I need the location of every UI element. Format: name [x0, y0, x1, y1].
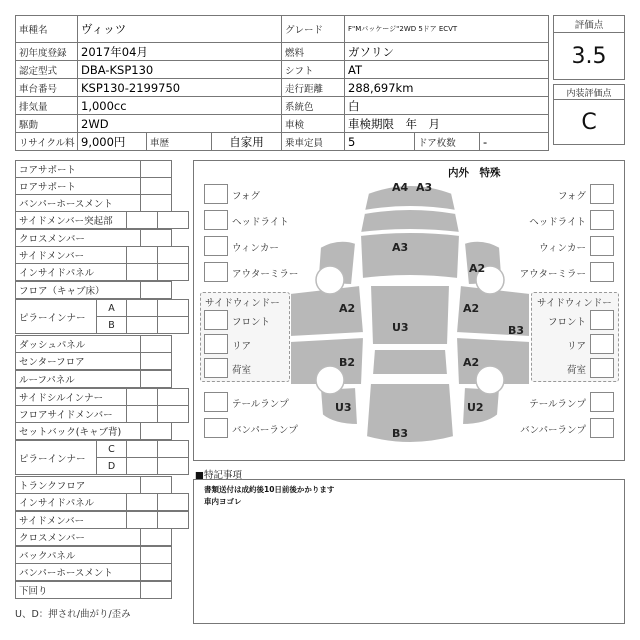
- notes-line: 車内ヨゴレ: [204, 497, 242, 506]
- displacement-value: 1,000cc: [77, 96, 282, 115]
- check-box: [126, 211, 158, 229]
- fog-right-check[interactable]: [590, 184, 614, 204]
- rear-right-label: リア: [566, 341, 586, 352]
- check-box: [140, 546, 172, 564]
- legend-note: U、D：押され/曲がり/歪み: [15, 609, 131, 620]
- check-box: [140, 177, 172, 195]
- shift-label: シフト: [281, 60, 345, 79]
- mirror-right-check[interactable]: [590, 262, 614, 282]
- tail-lamp-right-check[interactable]: [590, 392, 614, 412]
- check-box: [157, 299, 189, 317]
- check-box: [140, 160, 172, 178]
- inspection-label: 車検: [281, 114, 345, 133]
- zone-label: B3: [392, 427, 409, 440]
- check-box: [157, 405, 189, 423]
- zone-label: A2: [463, 302, 480, 315]
- check-box: [157, 457, 189, 475]
- capacity-value: 5: [344, 132, 415, 151]
- bumper-lamp-right-check[interactable]: [590, 418, 614, 438]
- check-box: [157, 246, 189, 264]
- model-value: ヴィッツ: [77, 15, 282, 43]
- check-box: [126, 263, 158, 281]
- mirror-left-check[interactable]: [204, 262, 228, 282]
- inspection-value: 車検期限 年 月: [344, 114, 549, 133]
- part-row: センターフロア: [15, 352, 141, 370]
- part-row: ダッシュパネル: [15, 335, 141, 353]
- first-reg-value: 2017年04月: [77, 42, 282, 61]
- part-row: コアサポート: [15, 160, 141, 178]
- check-box: [157, 316, 189, 334]
- part-row: サイドメンバー突起部: [15, 211, 127, 229]
- part-row: クロスメンバー: [15, 528, 141, 546]
- displacement-label: 排気量: [15, 96, 78, 115]
- check-box: [126, 246, 158, 264]
- check-box: [140, 476, 172, 494]
- check-box: [126, 457, 158, 475]
- check-box: [140, 422, 172, 440]
- check-box: [140, 528, 172, 546]
- zone-label: A3: [416, 181, 433, 194]
- interior-score-value: C: [553, 99, 625, 145]
- rear-left-label: リア: [232, 341, 252, 352]
- winker-right-label: ウィンカー: [539, 243, 586, 254]
- first-reg-label: 初年度登録: [15, 42, 78, 61]
- drive-label: 駆動: [15, 114, 78, 133]
- check-box: [140, 370, 172, 388]
- score-label: 評価点: [553, 15, 625, 33]
- part-row: クロスメンバー: [15, 229, 141, 247]
- check-box: [140, 563, 172, 581]
- front-left-check[interactable]: [204, 310, 228, 330]
- grade-label: グレード: [281, 15, 345, 43]
- zone-label: B3: [508, 324, 525, 337]
- notes-line: 書類送付は成約後10日前後かかります: [204, 485, 335, 494]
- check-box: [126, 299, 158, 317]
- check-box: [126, 316, 158, 334]
- winker-left-label: ウィンカー: [232, 243, 279, 254]
- headlight-left-label: ヘッドライト: [232, 217, 289, 228]
- front-right-check[interactable]: [590, 310, 614, 330]
- part-row: インサイドパネル: [15, 493, 127, 511]
- model-label: 車種名: [15, 15, 78, 43]
- mileage-value: 288,697km: [344, 78, 549, 97]
- bumper-lamp-right-label: バンパーランプ: [520, 425, 586, 436]
- check-box: [157, 493, 189, 511]
- part-row: セットバック(キャブ背): [15, 422, 141, 440]
- notes-header: ■特記事項: [195, 470, 242, 481]
- part-row: インサイドパネル: [15, 263, 127, 281]
- check-box: [126, 493, 158, 511]
- recycle-label: リサイクル料: [15, 132, 78, 151]
- part-row: ルーフパネル: [15, 370, 141, 388]
- diagram-header: 内外 特殊: [448, 167, 501, 179]
- history-label: 車歴: [146, 132, 212, 151]
- side-window-left-label: サイドウィンドー: [205, 298, 280, 309]
- cargo-left-check[interactable]: [204, 358, 228, 378]
- type-value: DBA-KSP130: [77, 60, 282, 79]
- part-row: ピラーインナー: [15, 440, 97, 475]
- zone-label: A2: [469, 262, 486, 275]
- tail-lamp-right-label: テールランプ: [529, 399, 586, 410]
- check-box: [126, 440, 158, 458]
- color-value: 白: [344, 96, 549, 115]
- part-row: バックパネル: [15, 546, 141, 564]
- grade-value: F"Mパッケージ"2WD 5ドア ECVT: [344, 15, 549, 43]
- winker-right-check[interactable]: [590, 236, 614, 256]
- winker-left-check[interactable]: [204, 236, 228, 256]
- part-row: ロアサポート: [15, 177, 141, 195]
- check-box: [157, 440, 189, 458]
- cargo-right-label: 荷室: [566, 365, 586, 376]
- check-box: [126, 405, 158, 423]
- drive-value: 2WD: [77, 114, 282, 133]
- zone-label: A3: [392, 241, 409, 254]
- part-row: ピラーインナー: [15, 299, 97, 334]
- check-box: [157, 511, 189, 529]
- check-box: [140, 281, 172, 299]
- rear-left-check[interactable]: [204, 334, 228, 354]
- fog-right-label: フォグ: [557, 191, 586, 202]
- zone-label: U2: [467, 401, 484, 414]
- mileage-label: 走行距離: [281, 78, 345, 97]
- check-box: [126, 511, 158, 529]
- fog-left-check[interactable]: [204, 184, 228, 204]
- doors-label: ドア枚数: [414, 132, 480, 151]
- check-box: [140, 194, 172, 212]
- type-label: 認定型式: [15, 60, 78, 79]
- part-sub-b: B: [96, 316, 127, 334]
- car-outline: [290, 175, 530, 460]
- fuel-value: ガソリン: [344, 42, 549, 61]
- chassis-value: KSP130-2199750: [77, 78, 282, 97]
- part-row: フロア（キャブ床）: [15, 281, 141, 299]
- recycle-value: 9,000円: [77, 132, 147, 151]
- mirror-left-label: アウターミラー: [232, 269, 299, 280]
- bumper-lamp-left-label: バンパーランプ: [232, 425, 298, 436]
- part-row: フロアサイドメンバー: [15, 405, 141, 423]
- capacity-label: 乗車定員: [281, 132, 345, 151]
- cargo-left-label: 荷室: [232, 365, 252, 376]
- front-left-label: フロント: [232, 317, 271, 328]
- zone-label: A2: [339, 302, 356, 315]
- part-row: 下回り: [15, 581, 141, 599]
- check-box: [140, 352, 172, 370]
- zone-label: U3: [335, 401, 352, 414]
- cargo-right-check[interactable]: [590, 358, 614, 378]
- part-sub-d: D: [96, 457, 127, 475]
- tail-lamp-left-label: テールランプ: [232, 399, 289, 410]
- check-box: [126, 388, 158, 406]
- bumper-lamp-left-check[interactable]: [204, 418, 228, 438]
- check-box: [140, 229, 172, 247]
- history-value: 自家用: [211, 132, 282, 151]
- zone-label: A4: [392, 181, 409, 194]
- rear-right-check[interactable]: [590, 334, 614, 354]
- interior-score-label: 内装評価点: [553, 84, 625, 100]
- check-box: [140, 335, 172, 353]
- headlight-left-check[interactable]: [204, 210, 228, 230]
- notes-box: [193, 479, 625, 624]
- part-row: トランクフロア: [15, 476, 141, 494]
- part-row: サイドメンバー: [15, 246, 127, 264]
- color-label: 系統色: [281, 96, 345, 115]
- side-window-right-label: サイドウィンドー: [537, 298, 612, 309]
- chassis-label: 車台番号: [15, 78, 78, 97]
- headlight-right-label: ヘッドライト: [529, 217, 586, 228]
- part-row: バンパーホースメント: [15, 194, 141, 212]
- part-row: バンパーホースメント: [15, 563, 141, 581]
- part-row: サイドシルインナー: [15, 388, 141, 406]
- fuel-label: 燃料: [281, 42, 345, 61]
- check-box: [157, 388, 189, 406]
- check-box: [157, 211, 189, 229]
- check-box: [140, 581, 172, 599]
- part-sub-a: A: [96, 299, 127, 317]
- zone-label: U3: [392, 321, 409, 334]
- check-box: [157, 263, 189, 281]
- shift-value: AT: [344, 60, 549, 79]
- fog-left-label: フォグ: [232, 191, 261, 202]
- zone-label: A2: [463, 356, 480, 369]
- doors-value: -: [479, 132, 549, 151]
- tail-lamp-left-check[interactable]: [204, 392, 228, 412]
- headlight-right-check[interactable]: [590, 210, 614, 230]
- front-right-label: フロント: [547, 317, 586, 328]
- part-row: サイドメンバー: [15, 511, 127, 529]
- mirror-right-label: アウターミラー: [519, 269, 586, 280]
- score-value: 3.5: [553, 32, 625, 80]
- zone-label: B2: [339, 356, 356, 369]
- part-sub-c: C: [96, 440, 127, 458]
